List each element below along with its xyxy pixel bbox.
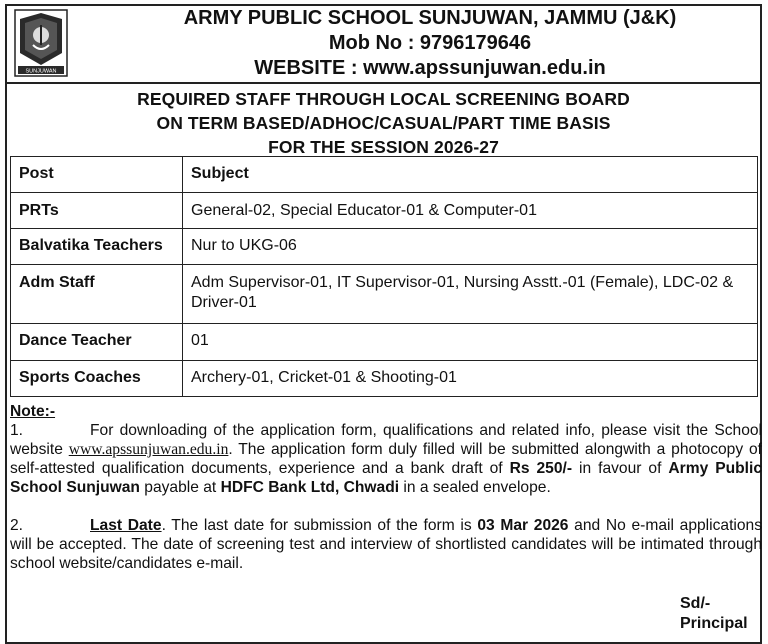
fee-amount: Rs 250/-	[509, 460, 573, 477]
signature-sd: Sd/-	[680, 595, 711, 612]
logo-caption: SUNJUWAN	[25, 68, 57, 75]
heading-line-2: ON TERM BASED/ADHOC/CASUAL/PART TIME BASIS	[156, 113, 611, 133]
note-1-number: 1.	[10, 422, 24, 439]
post-cell: Balvatika Teachers	[11, 229, 183, 265]
column-header-subject: Subject	[183, 157, 758, 193]
signature-title: Principal	[680, 615, 748, 632]
last-date-value: 03 Mar 2026	[477, 517, 569, 534]
column-header-post: Post	[11, 157, 183, 193]
note-1-text-c: in favour of	[572, 460, 669, 477]
table-row	[11, 229, 758, 265]
table-row	[11, 193, 758, 229]
subject-cell: Archery-01, Cricket-01 & Shooting-01	[183, 361, 758, 397]
school-header	[100, 6, 760, 81]
post-cell: Adm Staff	[11, 265, 183, 324]
last-date-label: Last Date	[90, 517, 162, 534]
signature-block	[680, 594, 748, 634]
note-1-text-b: . The application form duly filled will be submitted alongwith a photocopy of self-attested qualification documents, experience and a bank draft of	[10, 441, 762, 477]
post-cell: PRTs	[11, 193, 183, 229]
payable-bank: HDFC Bank Ltd, Chwadi	[220, 479, 400, 496]
post-cell: Dance Teacher	[11, 324, 183, 361]
notice-heading	[5, 87, 762, 159]
heading-line-1: REQUIRED STAFF THROUGH LOCAL SCREENING BOARD	[137, 89, 630, 109]
vacancy-table	[10, 156, 758, 397]
draft-payee: Army Public School Sunjuwan	[10, 460, 763, 496]
header-divider	[5, 82, 762, 84]
school-crest-logo	[14, 9, 68, 77]
notes-title: Note:-	[10, 403, 56, 420]
notes-section	[10, 402, 762, 573]
note-1-text-d: payable at	[139, 479, 221, 496]
table-row	[11, 361, 758, 397]
table-header-row	[11, 157, 758, 193]
subject-cell: Nur to UKG-06	[183, 229, 758, 265]
school-website-link[interactable]: www.apssunjuwan.edu.in	[68, 441, 229, 458]
subject-cell: General-02, Special Educator-01 & Computer-01	[183, 193, 758, 229]
subject-cell: Adm Supervisor-01, IT Supervisor-01, Nursing Asstt.-01 (Female), LDC-02 & Driver-01	[183, 265, 758, 324]
note-2-number: 2.	[10, 517, 24, 534]
heading-line-3: FOR THE SESSION 2026-27	[268, 137, 499, 157]
table-row	[11, 324, 758, 361]
note-2-text-a: . The last date for submission of the form is	[161, 517, 478, 534]
subject-cell: 01	[183, 324, 758, 361]
post-cell: Sports Coaches	[11, 361, 183, 397]
school-mobile: Mob No : 9796179646	[328, 32, 532, 54]
note-1-text-a: For downloading of the application form, qualifications and related info, please visit the School website	[10, 422, 762, 458]
school-website: WEBSITE : www.apssunjuwan.edu.in	[254, 57, 606, 79]
table-row	[11, 265, 758, 324]
school-name: ARMY PUBLIC SCHOOL SUNJUWAN, JAMMU (J&K)	[183, 7, 677, 29]
note-2	[10, 516, 762, 573]
note-2-text-b: and No e-mail applications will be accepted. The date of screening test and interview of shortlisted candidates will be intimated through school website/candidates e-mail.	[10, 517, 763, 572]
note-1-text-e: in a sealed envelope.	[399, 479, 551, 496]
note-1	[10, 421, 762, 497]
